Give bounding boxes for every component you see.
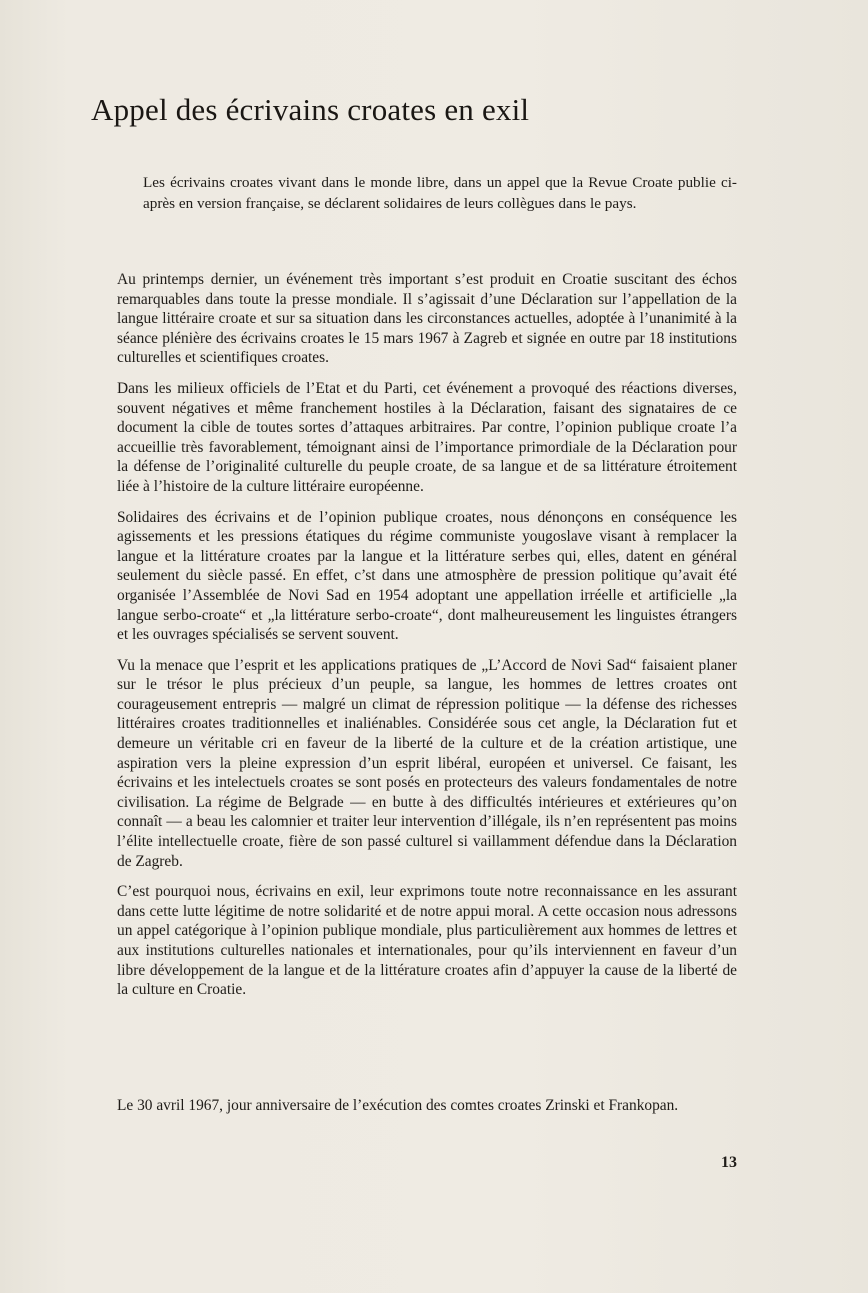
- body-paragraph: [117, 656, 737, 872]
- paragraph-text: Solidaires des écrivains et de l’opinion publique croates, nous dénonçons en conséquence les agissements et les pressions étatiques du régime communiste yougoslave visant à remplacer la langue et la littérature croates par la langue et la littérature serbes qui, elles, datent en général seulement du siècle passé. En effet, c’st dans une atmosphère de pression politique qu’avait été organisée l’Assemblée de Novi Sad en 1954 adoptant une appellation irréelle et artificielle „la langue serbo-croate“ et „la littérature serbo-croate“, dont malheureusement les linguistes étrangers et les ouvrages spécialisés se servent souvent.: [117, 508, 737, 644]
- intro-paragraph: Les écrivains croates vivant dans le monde libre, dans un appel que la Revue Croate publie ci-après en version française, se déclarent solidaires de leurs collègues dans le pays.: [143, 174, 737, 213]
- closing-dedication: Le 30 avril 1967, jour anniversaire de l’exécution des comtes croates Zrinski et Frankopan.: [117, 1097, 679, 1114]
- body-paragraph: [117, 270, 737, 368]
- paragraph-text: C’est pourquoi nous, écrivains en exil, leur exprimons toute notre reconnaissance en les assurant dans cette lutte légitime de notre solidarité et de notre appui moral. A cette occasion nous adressons un appel catégorique à l’opinion publique mondiale, plus particulièrement aux hommes de lettres et aux institutions culturelles nationales et internationales, pour qu’ils interviennent en faveur d’un libre développement de la langue et de la littérature croates afin d’appuyer la cause de la liberté de la culture en Croatie.: [117, 883, 737, 999]
- paragraph-text: Au printemps dernier, un événement très important s’est produit en Croatie suscitant des échos remarquables dans toute la presse mondiale. Il s’agissait d’une Déclaration sur l’appellation de la langue littéraire croate et sur sa situation dans les circonstances actuelles, adoptée à l’unanimité à la séance plénière des écrivains croates le 15 mars 1967 à Zagreb et signée en outre par 18 institutions culturelles et scientifiques croates.: [117, 271, 737, 367]
- paragraph-text: Vu la menace que l’esprit et les applications pratiques de „L’Accord de Novi Sad“ faisaient planer sur le trésor le plus précieux d’un peuple, sa langue, les hommes de lettres croates ont courageusement entrepris — malgré un climat de répression politique — la défense des richesses littéraires croates traditionnelles et inaliénables. Considérée sous cet angle, la Déclaration fut et demeure un véritable cri en faveur de la liberté de la culture et de la création artistique, une aspiration vers la pleine expression d’un esprit libéral, européen et universel. Ce faisant, les écrivains et les intelectuels croates se sont posés en protecteurs des valeurs fondamentales de notre civilisation. La régime de Belgrade — en butte à des difficultés intérieures et extérieures qu’on connaît — a beau les calomnier et traiter leur intervention d’illégale, ils n’en représentent pas moins l’élite intellectuelle croate, fière de son passé culturel si vaillamment défendue dans la Déclaration de Zagreb.: [117, 656, 737, 870]
- body-paragraph: [117, 882, 737, 1000]
- body-paragraph: [117, 508, 737, 645]
- page-number: 13: [721, 1154, 737, 1171]
- document-title: Appel des écrivains croates en exil: [91, 92, 530, 127]
- paragraph-text: Dans les milieux officiels de l’Etat et du Parti, cet événement a provoqué des réactions diverses, souvent négatives et même franchement hostiles à la Déclaration, faisant des signataires de ce document la cible de toutes sortes d’attaques arbitraires. Par contre, l’opinion publique croate l’a accueillie très favorablement, témoignant ainsi de l’importance primordiale de la Déclaration pour la défense de l’originalité culturelle du peuple croate, de sa langue et de sa littérature étroitement liée à l’histoire de la culture littéraire européenne.: [117, 379, 737, 495]
- body-text: [117, 270, 737, 1011]
- body-paragraph: [117, 379, 737, 497]
